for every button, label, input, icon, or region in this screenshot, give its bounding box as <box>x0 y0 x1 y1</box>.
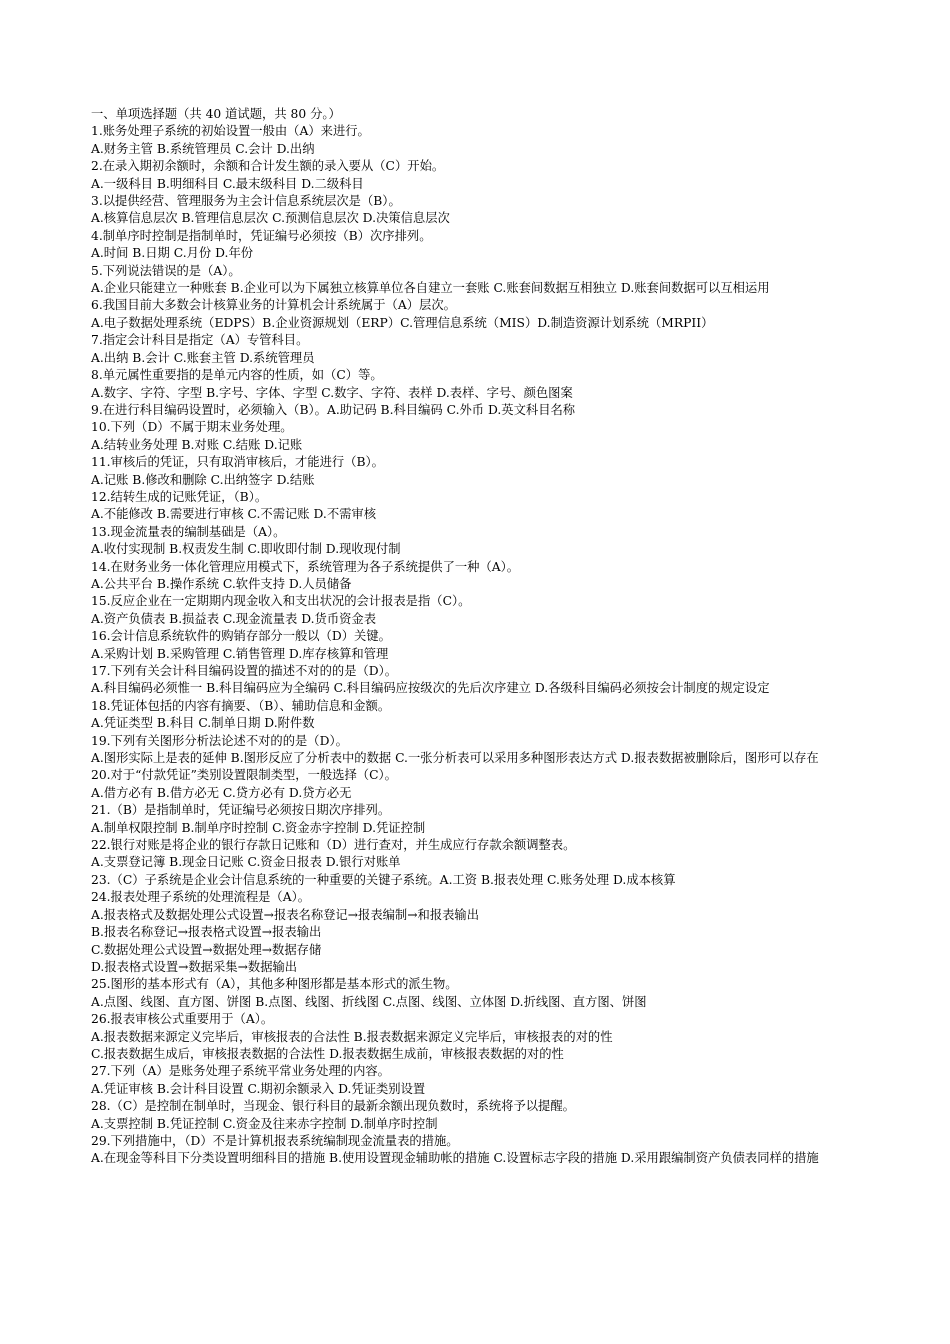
text-line: 7.指定会计科目是指定（A）专管科目。 <box>91 333 309 348</box>
text-line: A.资产负债表 B.损益表 C.现金流量表 D.货币资金表 <box>91 611 377 626</box>
text-line: A.结转业务处理 B.对账 C.结账 D.记账 <box>91 437 303 452</box>
section-heading: 一、单项选择题（共 40 道试题，共 80 分。） <box>91 107 341 121</box>
text-line: A.支票控制 B.凭证控制 C.资金及往来赤字控制 D.制单序时控制 <box>91 1116 438 1131</box>
text-line: A.公共平台 B.操作系统 C.软件支持 D.人员储备 <box>91 576 352 591</box>
text-line: A.采购计划 B.采购管理 C.销售管理 D.库存核算和管理 <box>91 646 389 661</box>
text-line: 10.下列（D）不属于期末业务处理。 <box>91 420 293 435</box>
text-line: 11.审核后的凭证，只有取消审核后，才能进行（B）。 <box>91 455 384 470</box>
text-line: C.报表数据生成后，审核报表数据的合法性 D.报表数据生成前，审核报表数据的对的性 <box>91 1046 564 1061</box>
text-line: 27.下列（A）是账务处理子系统平常业务处理的内容。 <box>91 1064 390 1079</box>
text-line: B.报表名称登记→报表格式设置→报表输出 <box>91 925 322 940</box>
text-line: 28.（C）是控制在制单时，当现金、银行科目的最新余额出现负数时，系统将予以提醒。 <box>91 1099 575 1114</box>
text-line: 1.账务处理子系统的初始设置一般由（A）来进行。 <box>91 124 370 139</box>
text-line: A.企业只能建立一种账套 B.企业可以为下属独立核算单位各自建立一套账 C.账套间数据互相独立 D.账套间数据可以互相运用 <box>91 281 770 296</box>
text-line: 5.下列说法错误的是（A）。 <box>91 263 241 278</box>
text-line: A.在现金等科目下分类设置明细科目的措施 B.使用设置现金辅助帐的措施 C.设置标志字段的措施 D.采用跟编制资产负债表同样的措施 <box>91 1151 819 1166</box>
text-line: 17.下列有关会计科目编码设置的描述不对的的是（D）。 <box>91 664 398 678</box>
document-page <box>91 106 861 1168</box>
text-line: 3.以提供经营、管理服务为主会计信息系统层次是（B）。 <box>91 194 401 209</box>
text-line: A.核算信息层次 B.管理信息层次 C.预测信息层次 D.决策信息层次 <box>91 211 450 226</box>
text-line: A.不能修改 B.需要进行审核 C.不需记账 D.不需审核 <box>91 507 377 522</box>
text-line: A.收付实现制 B.权责发生制 C.即收即付制 D.现收现付制 <box>91 542 401 557</box>
text-line: 2.在录入期初余额时，余额和合计发生额的录入要从（C）开始。 <box>91 159 445 174</box>
text-line: A.记账 B.修改和删除 C.出纳签字 D.结账 <box>91 472 315 487</box>
text-line: C.数据处理公式设置→数据处理→数据存储 <box>91 942 322 957</box>
text-line: 20.对于“付款凭证”类别设置限制类型，一般选择（C）。 <box>91 768 397 783</box>
text-line: D.报表格式设置→数据采集→数据输出 <box>91 959 298 974</box>
text-line: 19.下列有关图形分析法论述不对的的是（D）。 <box>91 733 348 748</box>
text-line: 14.在财务业务一体化管理应用模式下，系统管理为各子系统提供了一种（A）。 <box>91 559 520 574</box>
text-line: A.电子数据处理系统（EDPS）B.企业资源规划（ERP）C.管理信息系统（MIS）D.制造资源计划系统（MRPII） <box>91 315 714 330</box>
text-line: 12.结转生成的记账凭证，（B）。 <box>91 489 268 504</box>
text-line: 18.凭证体包括的内容有摘要、（B）、辅助信息和金额。 <box>91 698 391 713</box>
text-line: 22.银行对账是将企业的银行存款日记账和（D）进行查对，并生成应行存款余额调整表。 <box>91 838 576 853</box>
text-line: 25.图形的基本形式有（A），其他多种图形都是基本形式的派生物。 <box>91 977 458 992</box>
text-line: 8.单元属性重要指的是单元内容的性质，如（C）等。 <box>91 368 383 383</box>
text-line: A.凭证类型 B.科目 C.制单日期 D.附件数 <box>91 716 315 731</box>
text-line: 15.反应企业在一定期期内现金收入和支出状况的会计报表是指（C）。 <box>91 594 471 609</box>
text-line: A.报表数据来源定义完毕后，审核报表的合法性 B.报表数据来源定义完毕后，审核报表的对的性 <box>91 1029 613 1044</box>
text-line: A.制单权限控制 B.制单序时控制 C.资金赤字控制 D.凭证控制 <box>91 820 426 835</box>
text-line: A.图形实际上是表的延伸 B.图形反应了分析表中的数据 C.一张分析表可以采用多种图形表达方式 D.报表数据被删除后，图形可以存在 <box>91 751 819 766</box>
text-line: A.科目编码必须惟一 B.科目编码应为全编码 C.科目编码应按级次的先后次序建立 D.各级科目编码必须按会计制度的规定设定 <box>91 681 770 696</box>
text-line: 4.制单序时控制是指制单时，凭证编号必须按（B）次序排列。 <box>91 228 432 243</box>
text-line: 9.在进行科目编码设置时，必须输入（B）。A.助记码 B.科目编码 C.外币 D.英文科目名称 <box>91 402 576 417</box>
text-line: 21.（B）是指制单时，凭证编号必须按日期次序排列。 <box>91 803 391 818</box>
text-line: 26.报表审核公式重要用于（A）。 <box>91 1012 274 1027</box>
text-line: A.借方必有 B.借方必无 C.贷方必有 D.贷方必无 <box>91 785 352 800</box>
text-line: A.支票登记簿 B.现金日记账 C.资金日报表 D.银行对账单 <box>91 855 401 870</box>
text-line: A.点图、线图、直方图、饼图 B.点图、线图、折线图 C.点图、线图、立体图 D.折线图、直方图、饼图 <box>91 994 647 1009</box>
text-line: A.时间 B.日期 C.月份 D.年份 <box>91 246 254 261</box>
text-line: A.报表格式及数据处理公式设置→报表名称登记→报表编制→和报表输出 <box>91 907 480 922</box>
text-line: 24.报表处理子系统的处理流程是（A）。 <box>91 890 311 905</box>
text-line: A.数字、字符、字型 B.字号、字体、字型 C.数字、字符、表样 D.表样、字号、颜色图案 <box>91 385 573 400</box>
text-line: A.财务主管 B.系统管理员 C.会计 D.出纳 <box>91 141 315 156</box>
text-line: A.一级科目 B.明细科目 C.最末级科目 D.二级科目 <box>91 176 364 191</box>
text-line: A.出纳 B.会计 C.账套主管 D.系统管理员 <box>91 350 315 365</box>
text-line: A.凭证审核 B.会计科目设置 C.期初余额录入 D.凭证类别设置 <box>91 1081 426 1096</box>
text-line: 6.我国目前大多数会计核算业务的计算机会计系统属于（A）层次。 <box>91 298 456 313</box>
text-line: 13.现金流量表的编制基础是（A）。 <box>91 524 286 539</box>
text-line: 16.会计信息系统软件的购销存部分一般以（D）关键。 <box>91 629 391 644</box>
text-line: 29.下列措施中，（D）不是计算机报表系统编制现金流量表的措施。 <box>91 1133 459 1148</box>
text-line: 23.（C）子系统是企业会计信息系统的一种重要的关键子系统。A.工资 B.报表处理 C.账务处理 D.成本核算 <box>91 872 676 887</box>
